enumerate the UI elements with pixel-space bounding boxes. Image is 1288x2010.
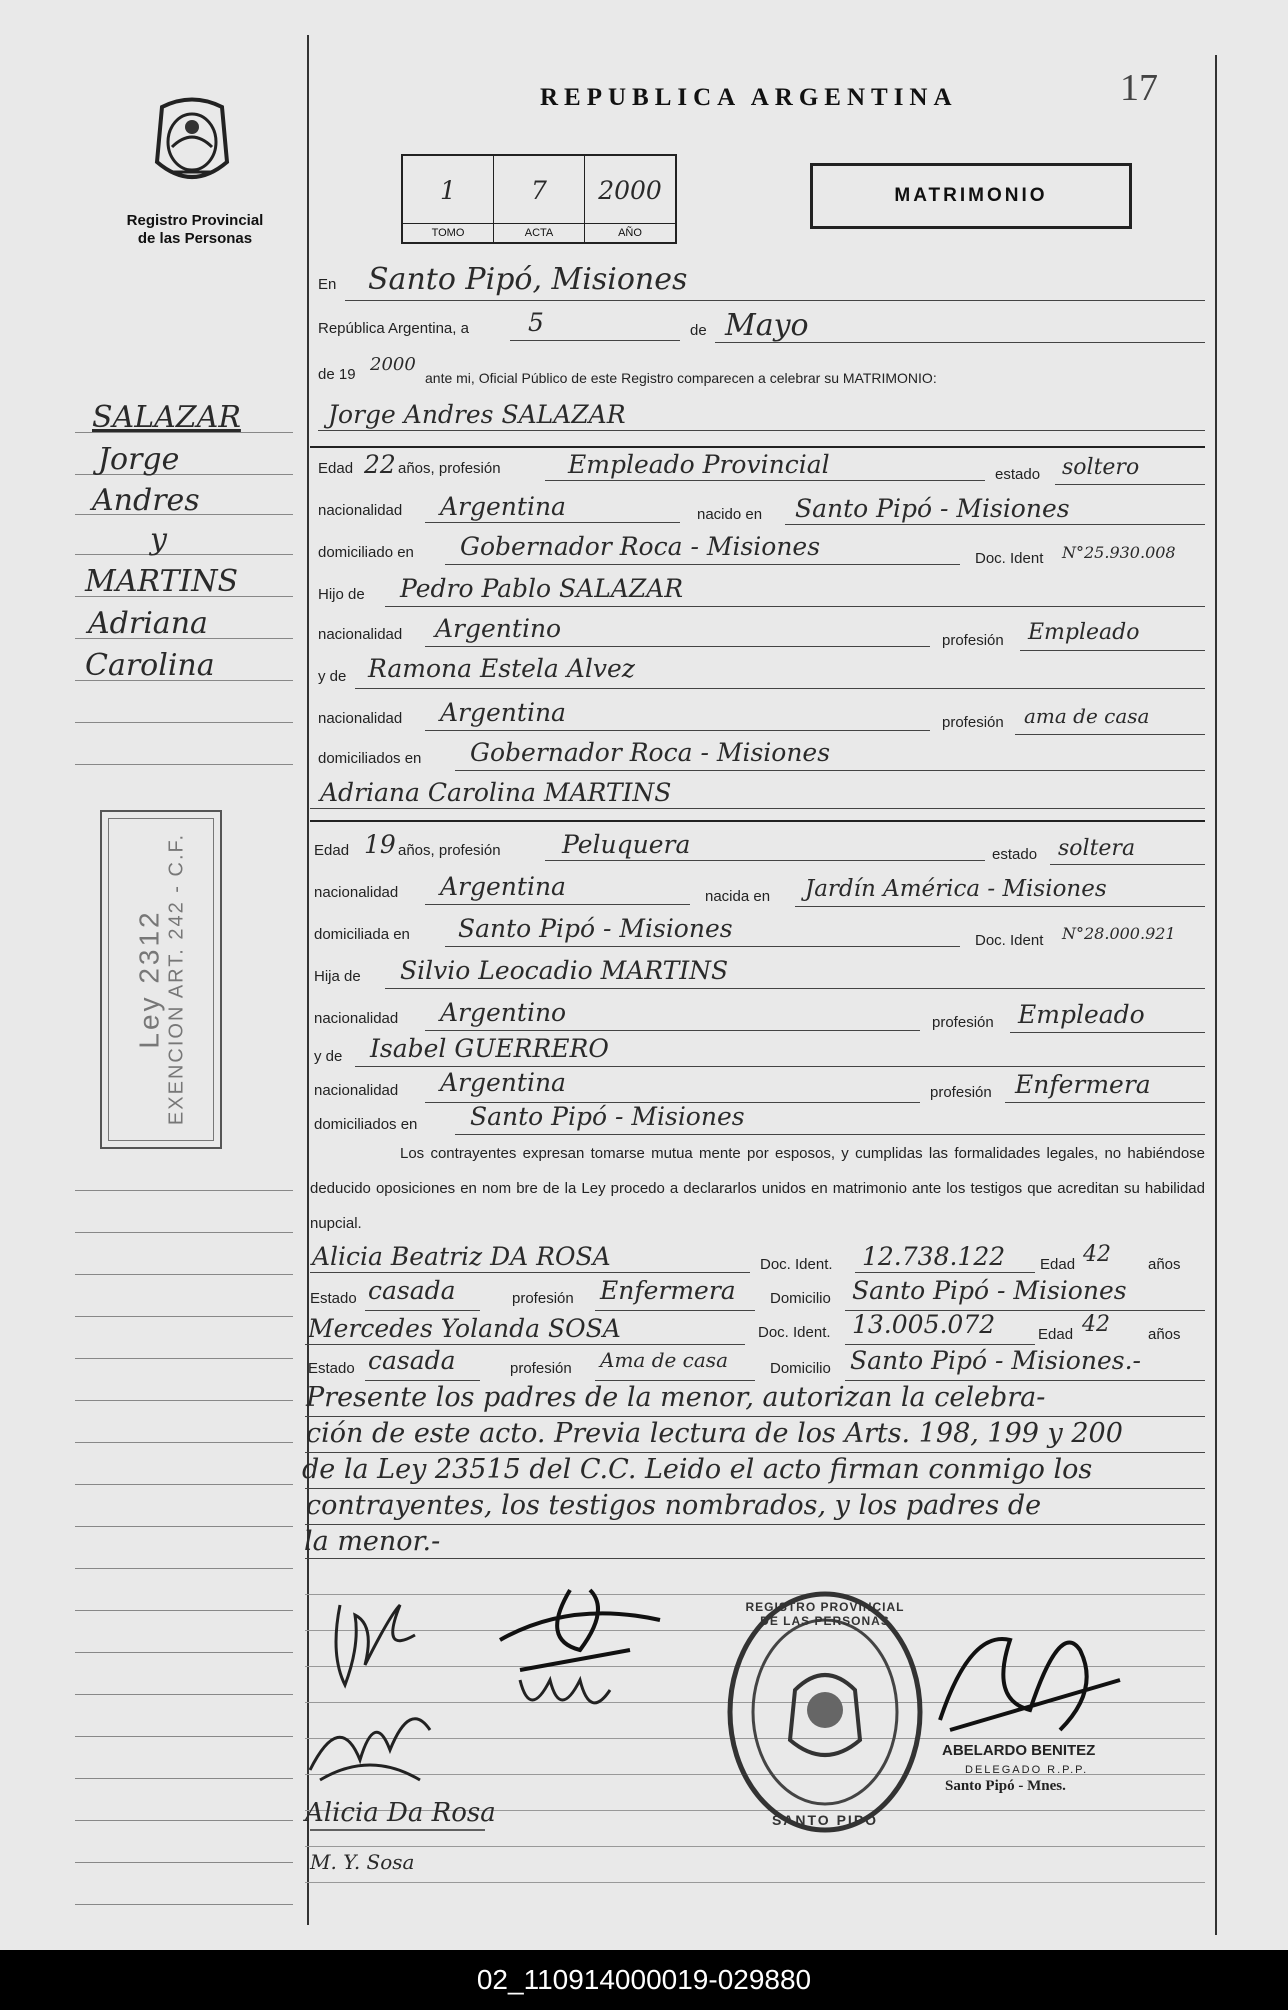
provincial-coat-of-arms-icon (142, 92, 242, 192)
bride-yde-label: y de (314, 1048, 343, 1065)
bride-father-nacionalidad-label: nacionalidad (314, 1010, 399, 1027)
tomo-acta-ano-box (401, 154, 677, 244)
margin-rule (75, 1526, 293, 1527)
margin-surname-groom: SALAZAR (92, 400, 241, 435)
margin-rule (75, 1316, 293, 1317)
officer-title: DELEGADO R.P.P. (965, 1764, 1089, 1776)
bride-mother-nacionalidad-label: nacionalidad (314, 1082, 399, 1099)
de19-label: de 19 (318, 366, 356, 383)
bride-nationality: Argentina (440, 872, 566, 901)
tax-exemption-stamp (100, 810, 222, 1149)
margin-rule (75, 1190, 293, 1191)
groom-father-profession: Empleado (1028, 620, 1140, 645)
witness2-civil-status: casada (368, 1346, 456, 1375)
witness1-age: 42 (1083, 1242, 1111, 1267)
record-type-box: MATRIMONIO (810, 163, 1132, 229)
groom-hijo-label: Hijo de (318, 586, 365, 603)
place-value: Santo Pipó, Misiones (368, 262, 688, 297)
groom-signature (320, 1595, 430, 1705)
father-signature (480, 1580, 680, 1730)
bride-domicile: Santo Pipó - Misiones (458, 914, 733, 943)
margin-divider (307, 35, 309, 1925)
witness2-doc-label: Doc. Ident. (758, 1324, 831, 1341)
groom-full-name: Jorge Andres SALAZAR (328, 400, 626, 429)
witness2-profession: Ama de casa (600, 1348, 728, 1372)
bride-birthplace: Jardín América - Misiones (805, 876, 1107, 902)
margin-first-name-groom: Jorge (98, 442, 180, 477)
groom-domiciliados-label: domiciliados en (318, 750, 422, 767)
witness1-doc-label: Doc. Ident. (760, 1256, 833, 1273)
margin-rule (75, 1568, 293, 1569)
bride-mother-profesion-label: profesión (930, 1084, 992, 1101)
margin-rule (75, 554, 293, 555)
bride-mother-nationality: Argentina (440, 1068, 566, 1097)
witness1-name: Alicia Beatriz DA ROSA (312, 1242, 611, 1271)
officer-name: ABELARDO BENITEZ (942, 1742, 1096, 1759)
bride-father: Silvio Leocadio MARTINS (400, 956, 729, 985)
witness2-profesion-label: profesión (510, 1360, 572, 1377)
groom-mother: Ramona Estela Alvez (368, 654, 635, 683)
witness1-profession: Enfermera (600, 1276, 736, 1305)
bride-doc: N°28.000.921 (1062, 924, 1176, 943)
stamp-exemption-text: EXENCION ART. 242 - C.F. (165, 832, 188, 1126)
groom-father-profesion-label: profesión (942, 632, 1004, 649)
witness2-edad-label: Edad (1038, 1326, 1074, 1343)
margin-rule (75, 764, 293, 765)
bride-signature (300, 1690, 440, 1800)
groom-estado-label: estado (995, 466, 1041, 483)
en-label: En (318, 276, 337, 293)
notes-line-5: la menor.- (304, 1526, 441, 1557)
officer-signature (930, 1610, 1130, 1760)
groom-mother-nationality: Argentina (440, 698, 566, 727)
page-number: 17 (1120, 67, 1158, 109)
groom-nacido-label: nacido en (697, 506, 763, 523)
witness1-estado-label: Estado (310, 1290, 357, 1307)
groom-parents-domicile: Gobernador Roca - Misiones (470, 738, 831, 767)
month-value: Mayo (725, 308, 809, 343)
groom-father-nacionalidad-label: nacionalidad (318, 626, 403, 643)
bride-civil-status: soltera (1058, 836, 1136, 861)
margin-middle-name-bride: Carolina (85, 648, 215, 683)
witness2-anos-label: años (1148, 1326, 1181, 1343)
bride-hija-label: Hija de (314, 968, 361, 985)
bride-father-nationality: Argentino (440, 998, 567, 1027)
groom-age: 22 (364, 450, 396, 479)
tomo-cell (403, 156, 494, 242)
bride-nacida-label: nacida en (705, 888, 771, 905)
seal-place: SANTO PIPO (771, 1812, 879, 1828)
witness1-anos-label: años (1148, 1256, 1181, 1273)
acta-label: ACTA (494, 223, 584, 242)
groom-domicile: Gobernador Roca - Misiones (460, 532, 821, 561)
margin-rule (75, 1862, 293, 1863)
declaration-paragraph: Los contrayentes expresan tomarse mutua mente por esposos, y cumplidas las formalidades legales, no habiéndose deducido oposiciones en nom bre de la Ley procedo a declararlos unidos en matrimonio ante los testigos que acreditan su habilidad nupcial. (310, 1145, 1205, 1232)
margin-rule (75, 722, 293, 723)
groom-father: Pedro Pablo SALAZAR (400, 574, 684, 603)
margin-conjunction: y (150, 522, 167, 557)
margin-rule (75, 1442, 293, 1443)
witness2-domicilio-label: Domicilio (770, 1360, 831, 1377)
margin-rule (75, 1610, 293, 1611)
bride-estado-label: estado (992, 846, 1038, 863)
margin-rule (75, 1400, 293, 1401)
groom-edad-label: Edad (318, 460, 354, 477)
bride-domiciliados-label: domiciliados en (314, 1116, 418, 1133)
notes-line-4: contrayentes, los testigos nombrados, y los padres de (306, 1490, 1042, 1521)
bride-domiciliada-label: domiciliada en (314, 926, 410, 943)
ano-label: AÑO (585, 223, 675, 242)
groom-birthplace: Santo Pipó - Misiones (795, 494, 1070, 523)
tomo-label: TOMO (403, 223, 493, 242)
groom-mother-profession: ama de casa (1024, 704, 1150, 728)
groom-civil-status: soltero (1062, 455, 1140, 480)
acta-value: 7 (531, 176, 547, 205)
bride-full-name: Adriana Carolina MARTINS (320, 778, 672, 807)
witness1-signature: Alicia Da Rosa (305, 1798, 496, 1828)
notes-line-2: ción de este acto. Previa lectura de los Arts. 198, 199 y 200 (306, 1418, 1123, 1449)
witness2-age: 42 (1082, 1312, 1110, 1337)
year-value: 2000 (370, 354, 416, 375)
witness2-signature: M. Y. Sosa (310, 1850, 415, 1874)
ante-text: ante mi, Oficial Público de este Registro comparecen a celebrar su MATRIMONIO: (425, 370, 937, 386)
bride-parents-domicile: Santo Pipó - Misiones (470, 1102, 745, 1131)
groom-domiciliado-label: domiciliado en (318, 544, 414, 561)
margin-rule (75, 1274, 293, 1275)
groom-father-nationality: Argentino (435, 614, 562, 643)
country-title: REPUBLICA ARGENTINA (540, 84, 958, 111)
groom-mother-profesion-label: profesión (942, 714, 1004, 731)
right-border (1215, 55, 1217, 1935)
republica-label: República Argentina, a (318, 320, 469, 337)
witness1-domicilio-label: Domicilio (770, 1290, 831, 1307)
de-label: de (690, 322, 707, 339)
tomo-value: 1 (440, 176, 456, 205)
day-value: 5 (528, 308, 544, 337)
notes-line-1: Presente los padres de la menor, autorizan la celebra- (306, 1382, 1046, 1413)
stamp-ley-number: Ley 2312 (133, 909, 165, 1049)
groom-profession: Empleado Provincial (568, 450, 830, 479)
margin-rule (75, 1232, 293, 1233)
ano-value: 2000 (598, 176, 662, 205)
margin-rule (75, 1820, 293, 1821)
bride-anos-prof-label: años, profesión (398, 842, 501, 859)
margin-rule (75, 1736, 293, 1737)
margin-rule (75, 1358, 293, 1359)
margin-first-name-bride: Adriana (88, 606, 208, 641)
witness1-domicile: Santo Pipó - Misiones (852, 1276, 1127, 1305)
bride-mother-profession: Enfermera (1015, 1070, 1151, 1099)
witness2-domicile: Santo Pipó - Misiones.- (850, 1346, 1141, 1375)
officer-place: Santo Pipó - Mnes. (945, 1778, 1066, 1794)
groom-doc: N°25.930.008 (1062, 543, 1176, 562)
registry-name-line2: de las Personas (137, 230, 253, 247)
bride-father-profession: Empleado (1018, 1000, 1145, 1029)
groom-mother-nacionalidad-label: nacionalidad (318, 710, 403, 727)
witness1-doc: 12.738.122 (862, 1242, 1006, 1271)
groom-doc-label: Doc. Ident (975, 550, 1044, 567)
bride-doc-label: Doc. Ident (975, 932, 1044, 949)
bride-edad-label: Edad (314, 842, 350, 859)
bride-nacionalidad-label: nacionalidad (314, 884, 399, 901)
footer-code-bar (0, 1950, 1288, 2010)
margin-rule (75, 1484, 293, 1485)
registry-name (100, 212, 290, 248)
margin-middle-name-groom: Andres (92, 483, 200, 518)
groom-anos-prof-label: años, profesión (398, 460, 501, 477)
groom-yde-label: y de (318, 668, 347, 685)
seal-text: REGISTRO PROVINCIAL DE LAS PERSONAS (745, 1600, 905, 1628)
witness2-estado-label: Estado (308, 1360, 355, 1377)
witness1-profesion-label: profesión (512, 1290, 574, 1307)
margin-rule (75, 1694, 293, 1695)
acta-cell (494, 156, 585, 242)
margin-rule (75, 1778, 293, 1779)
groom-nationality: Argentina (440, 492, 566, 521)
margin-surname-bride: MARTINS (85, 564, 239, 599)
groom-nacionalidad-label: nacionalidad (318, 502, 403, 519)
ano-cell (585, 156, 675, 242)
witness1-civil-status: casada (368, 1276, 456, 1305)
witness2-doc: 13.005.072 (852, 1310, 996, 1339)
footer-code: 02_110914000019-029880 (476, 1964, 812, 1995)
bride-profession: Peluquera (562, 830, 691, 859)
bride-age: 19 (364, 830, 396, 859)
witness1-edad-label: Edad (1040, 1256, 1076, 1273)
registry-name-line1: Registro Provincial (126, 212, 264, 229)
witness2-name: Mercedes Yolanda SOSA (308, 1314, 621, 1343)
margin-rule (75, 1652, 293, 1653)
bride-father-profesion-label: profesión (932, 1014, 994, 1031)
bride-mother: Isabel GUERRERO (370, 1034, 609, 1063)
notes-line-3: de la Ley 23515 del C.C. Leido el acto firman conmigo los (302, 1454, 1093, 1485)
margin-rule (75, 1904, 293, 1905)
